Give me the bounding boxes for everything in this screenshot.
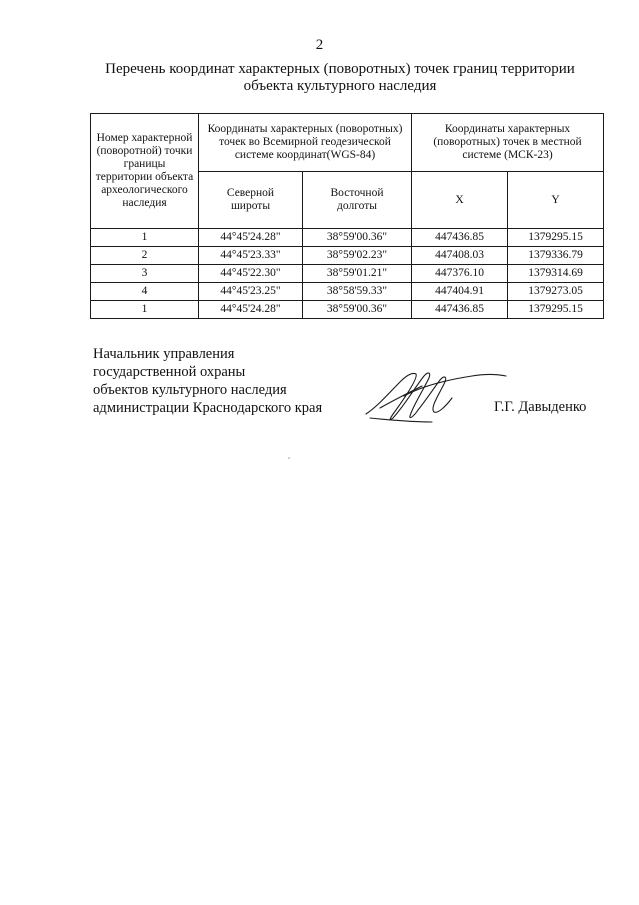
cell-latitude: 44°45'23.33" [199,247,303,265]
title-line-2: объекта культурного наследия [243,78,437,94]
scan-speck [288,457,290,459]
cell-x: 447436.85 [412,301,508,319]
coordinates-table [90,113,604,319]
signatory-position-line-3: объектов культурного наследия [93,382,287,398]
cell-longitude: 38°59'00.36" [303,301,412,319]
header-east-longitude: Восточной долготы [303,172,412,229]
header-x: X [412,172,508,229]
cell-point-number: 4 [91,283,199,301]
cell-latitude: 44°45'23.25" [199,283,303,301]
cell-y: 1379314.69 [508,265,604,283]
cell-x: 447408.03 [412,247,508,265]
cell-latitude: 44°45'24.28" [199,301,303,319]
table-row [91,229,604,247]
signatory-position-line-2: государственной охраны [93,364,246,380]
cell-y: 1379295.15 [508,301,604,319]
cell-y: 1379295.15 [508,229,604,247]
table-row [91,283,604,301]
header-y: Y [508,172,604,229]
cell-y: 1379273.05 [508,283,604,301]
cell-point-number: 3 [91,265,199,283]
table-row [91,265,604,283]
cell-x: 447404.91 [412,283,508,301]
table-row [91,301,604,319]
signatory-name: Г.Г. Давыденко [494,399,587,415]
signatory-position-line-4: администрации Краснодарского края [93,400,323,416]
cell-longitude: 38°59'02.23" [303,247,412,265]
cell-x: 447376.10 [412,265,508,283]
cell-longitude: 38°59'01.21" [303,265,412,283]
document-title [60,61,620,95]
cell-latitude: 44°45'22.30" [199,265,303,283]
table-row [91,247,604,265]
cell-point-number: 1 [91,301,199,319]
cell-y: 1379336.79 [508,247,604,265]
cell-longitude: 38°59'00.36" [303,229,412,247]
header-point-number: Номер характерной (поворотной) точки границы территории объекта археологического наследия [91,114,199,229]
cell-point-number: 1 [91,229,199,247]
signatory-position-line-1: Начальник управления [93,346,235,362]
cell-x: 447436.85 [412,229,508,247]
cell-point-number: 2 [91,247,199,265]
handwritten-signature-icon [360,362,510,428]
cell-latitude: 44°45'24.28" [199,229,303,247]
title-line-1: Перечень координат характерных (поворотных) точек границ территории [105,61,575,77]
signatory-position [93,345,322,417]
page-number: 2 [315,37,324,53]
cell-longitude: 38°58'59.33" [303,283,412,301]
header-msk-group: Координаты характерных (поворотных) точек в местной системе (МСК-23) [412,114,604,172]
header-wgs-group: Координаты характерных (поворотных) точек во Всемирной геодезической системе координат(WGS-84) [199,114,412,172]
header-north-latitude: Северной широты [199,172,303,229]
